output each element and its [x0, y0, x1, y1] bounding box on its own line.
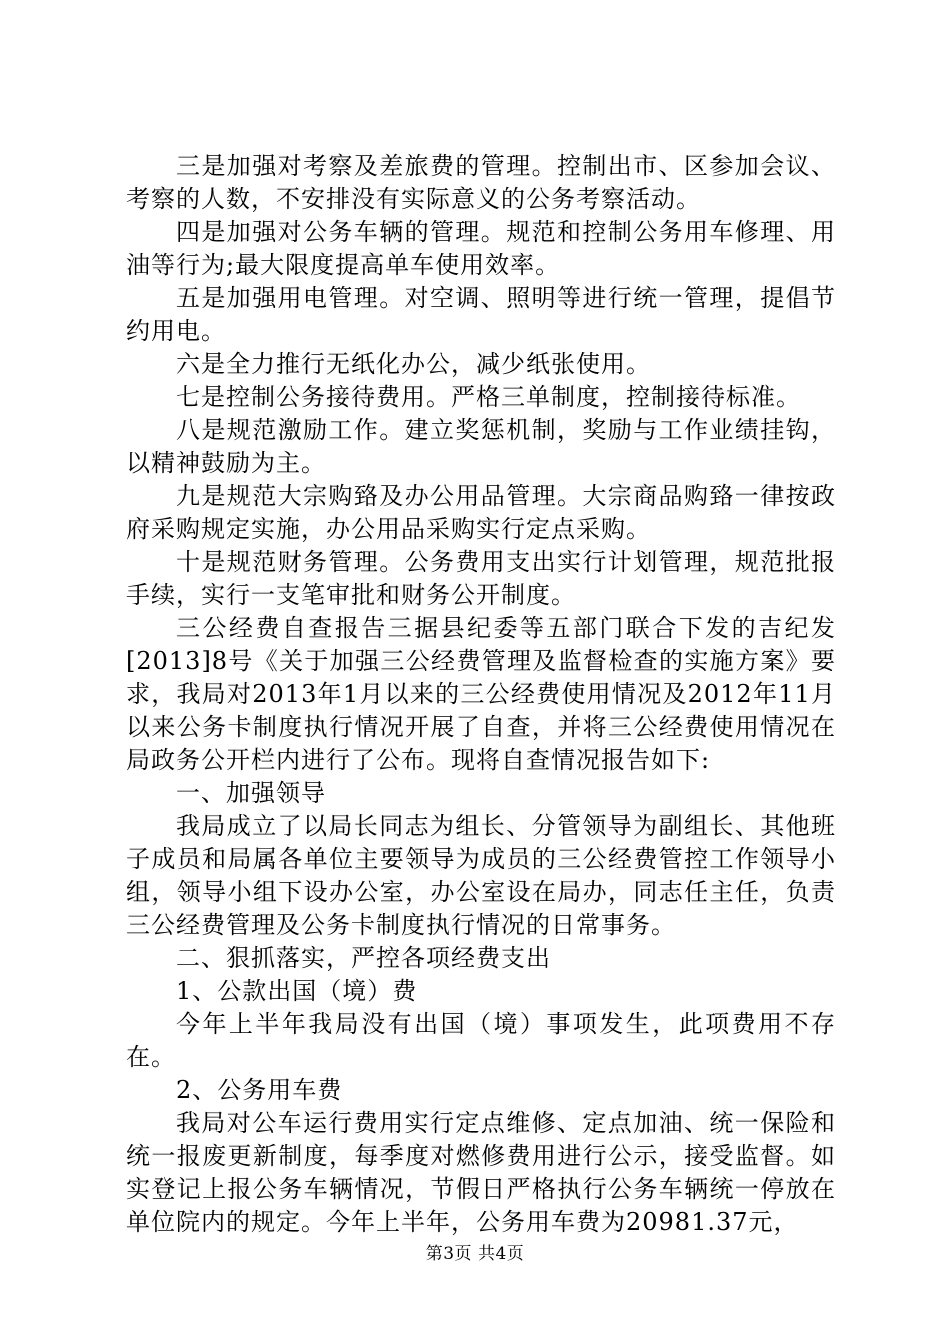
paragraph-paperless: 六是全力推行无纸化办公，减少纸张使用。 — [176, 350, 651, 378]
paragraph-overseas-travel: 今年上半年我局没有出国（境）事项发生，此项费用不存在。 — [126, 1010, 836, 1071]
document-body — [126, 150, 836, 1239]
page-number-label: 第3页 共4页 — [425, 1244, 525, 1264]
subheading-overseas-travel: 1、公款出国（境）费 — [176, 977, 418, 1005]
paragraph-finance: 十是规范财务管理。公务费用支出实行计划管理，规范批报手续，实行一支笔审批和财务公开制度。 — [126, 548, 836, 609]
page-footer — [0, 1243, 950, 1265]
paragraph-electricity: 五是加强用电管理。对空调、照明等进行统一管理，提倡节约用电。 — [126, 284, 836, 345]
paragraph-incentives: 八是规范激励工作。建立奖惩机制，奖励与工作业绩挂钩，以精神鼓励为主。 — [126, 416, 836, 477]
paragraph-inspection-travel: 三是加强对考察及差旅费的管理。控制出市、区参加会议、考察的人数，不安排没有实际意义的公务考察活动。 — [126, 152, 836, 213]
paragraph-leadership-group: 我局成立了以局长同志为组长、分管领导为副组长、其他班子成员和局属各单位主要领导为成员的三公经费管控工作领导小组，领导小组下设办公室，办公室设在局办，同志任主任，负责三公经费管理及公务卡制度执行情况的日常事务。 — [126, 812, 836, 939]
section-heading-leadership: 一、加强领导 — [176, 779, 326, 807]
subheading-vehicle-costs: 2、公务用车费 — [176, 1076, 343, 1104]
section-heading-implementation: 二、狠抓落实，严控各项经费支出 — [176, 944, 551, 972]
paragraph-procurement: 九是规范大宗购臵及办公用品管理。大宗商品购臵一律按政府采购规定实施，办公用品采购实行定点采购。 — [126, 482, 836, 543]
paragraph-official-vehicles: 四是加强对公务车辆的管理。规范和控制公务用车修理、用油等行为;最大限度提高单车使用效率。 — [126, 218, 836, 279]
paragraph-self-inspection-intro: 三公经费自查报告三据县纪委等五部门联合下发的吉纪发[2013]8号《关于加强三公经费管理及监督检查的实施方案》要求，我局对2013年1月以来的三公经费使用情况及2012年11月以来公务卡制度执行情况开展了自查，并将三公经费使用情况在局政务公开栏内进行了公布。现将自查情况报告如下: — [126, 614, 836, 774]
paragraph-vehicle-costs: 我局对公车运行费用实行定点维修、定点加油、统一保险和统一报废更新制度，每季度对燃修费用进行公示，接受监督。如实登记上报公务车辆情况，节假日严格执行公务车辆统一停放在单位院内的规定。今年上半年，公务用车费为20981.37元， — [126, 1109, 836, 1236]
paragraph-reception: 七是控制公务接待费用。严格三单制度，控制接待标准。 — [176, 383, 801, 411]
